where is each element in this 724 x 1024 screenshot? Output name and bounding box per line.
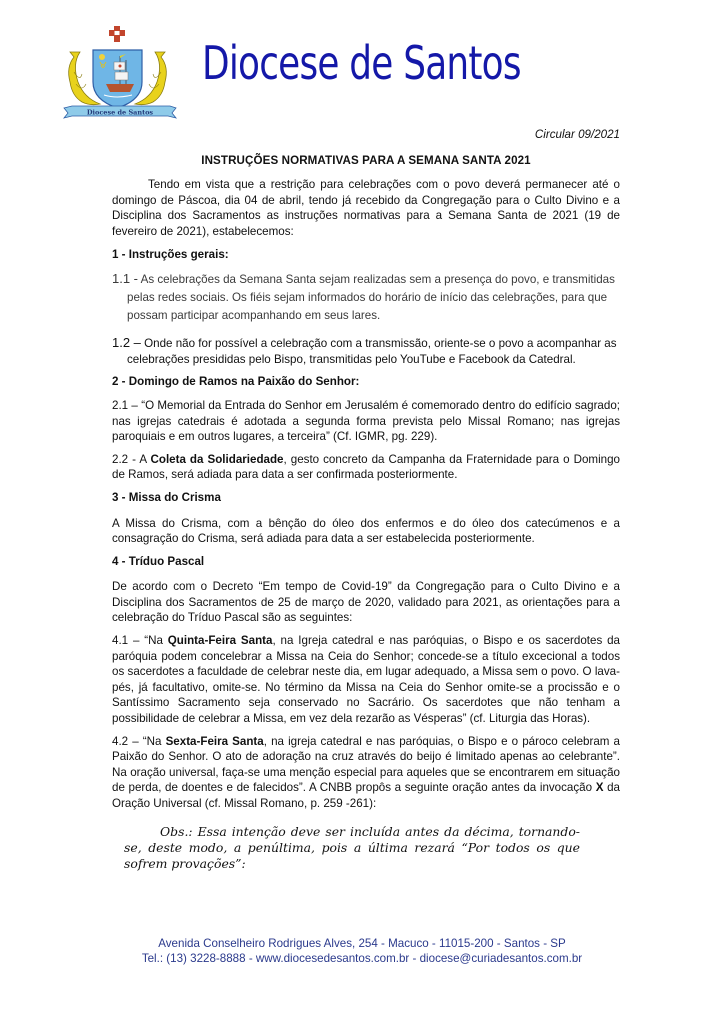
item-1-1 — [112, 270, 620, 325]
section-4-heading: 4 - Tríduo Pascal — [112, 554, 205, 568]
section-4-intro: De acordo com o Decreto “Em tempo de Covid-19” da Congregação para o Culto Divino e a Disciplina dos Sacramentos de 25 de março de 2020, validado para 2021, as orientações para a celebração do Tríduo Pascal são as seguintes: — [112, 580, 620, 625]
footer-separator: - — [409, 952, 420, 965]
sexta-feira-santa-bold: Sexta-Feira Santa — [165, 734, 264, 748]
diocese-coat-of-arms-logo — [60, 12, 180, 122]
item-2-2-prefix: 2.2 - A — [112, 452, 151, 466]
document-body — [112, 127, 620, 872]
coleta-solidariedade-bold: Coleta da Solidariedade — [150, 452, 284, 466]
logo-ribbon-text: Diocese de Santos — [86, 108, 154, 117]
item-2-2 — [112, 452, 620, 483]
item-4-1-prefix: 4.1 – “Na — [112, 634, 168, 648]
item-4-1-text: , na Igreja catedral e nas paróquias, o Bispo e os sacerdotes da paróquia podem concelebrar a Missa na Ceia do Senhor; concede-se a título excecional a todos os sacerdotes a faculdade de celebrar neste dia, em lugar adequado, a Missa sem o povo. O lava-pés, já facultativo, omite-se. No término da Missa na Ceia do Senhor omite-se a procissão e o Santíssimo Sacramento seja conservado no Sacrário. Os sacerdotes que não tenham a possibilidade de celebrar a Missa, em vez dela rezarão as Vésperas” (cf. Liturgia das Horas). — [112, 634, 620, 726]
footer-address: Avenida Conselheiro Rodrigues Alves, 254 - Macuco - 11015-200 - Santos - SP — [158, 937, 566, 950]
item-2-1: 2.1 – “O Memorial da Entrada do Senhor em Jerusalém é comemorado dentro do edifício sagrado; nas igrejas catedrais é adotada a segunda forma prevista pelo Missal Romano; nas igrejas paroquiais e em outros lugares, a terceira” (Cf. IGMR, pg. 229). — [112, 398, 620, 444]
item-4-2-prefix: 4.2 – “Na — [112, 734, 166, 748]
quinta-feira-santa-bold: Quinta-Feira Santa — [167, 634, 273, 648]
section-3-paragraph: A Missa do Crisma, com a bênção do óleo dos enfermos e do óleo dos catecúmenos e a consagração do Crisma, será adiada para data a ser estabelecida posteriormente. — [112, 516, 620, 546]
footer-phone: Tel.: (13) 3228-8888 — [141, 952, 246, 965]
document-title: INSTRUÇÕES NORMATIVAS PARA A SEMANA SANTA 2021 — [201, 153, 531, 167]
invocation-x-bold: X — [595, 781, 604, 795]
diocese-brand-title: Diocese de Santos — [202, 36, 521, 90]
footer-contacts — [0, 951, 724, 966]
footer-website-link[interactable]: www.diocesedesantos.com.br — [255, 952, 410, 965]
item-4-1 — [112, 633, 620, 727]
item-2-2-text: , gesto concreto da Campanha da Fraternidade para o Domingo de Ramos, será adiada para data a ser confirmada posteriormente. — [112, 452, 620, 482]
section-2-heading: 2 - Domingo de Ramos na Paixão do Senhor: — [112, 375, 360, 389]
item-4-2-suffix: da Oração Universal (cf. Missal Romano, p. 259 -261): — [112, 781, 620, 810]
item-4-2-text: , na igreja catedral e nas paróquias, o Bispo e o pároco celebram a Paixão do Senhor. O ato de adoração na cruz através do beijo é limitado apenas ao celebrante”. Na oração universal, faça-se uma menção especial para aqueles que se encontrarem em situação de perda, de doentes e de falecidos”. A CNBB propôs a seguinte oração antes da invocação — [112, 734, 620, 795]
item-1-2-text: Onde não for possível a celebração com a transmissão, oriente-se o povo a acompanhar as celebrações presididas pelo Bispo, transmitidas pelo YouTube e Facebook da Catedral. — [127, 337, 617, 366]
footer-email-link[interactable]: diocese@curiadesantos.com.br — [419, 952, 583, 965]
circular-number: Circular 09/2021 — [534, 128, 620, 141]
item-4-2 — [112, 734, 620, 812]
footer-separator: - — [245, 952, 256, 965]
observation-text: Obs.: Essa intenção deve ser incluída antes da décima, tornando-se, deste modo, a penúltima, pois a última rezará “Por todos os que sofrem provações”: — [124, 823, 580, 871]
intro-paragraph: Tendo em vista que a restrição para celebrações com o povo deverá permanecer até o domingo de Páscoa, dia 04 de abril, tendo já recebido da Congregação para o Culto Divino e a Disciplina dos Sacramentos as instruções normativas para a Semana Santa de 2021 (19 de fevereiro de 2021), estabelecemos: — [112, 178, 620, 238]
item-1-1-number: 1.1 - — [112, 271, 139, 287]
section-3-heading: 3 - Missa do Crisma — [112, 490, 221, 504]
item-1-1-text: As celebrações da Semana Santa sejam realizadas sem a presença do povo, e transmitidas pelas redes sociais. Os fiéis sejam informados do horário de início das celebrações, para que possam participar acompanhando em seus lares. — [127, 273, 615, 323]
section-1-heading: 1 - Instruções gerais: — [112, 247, 229, 261]
item-1-2 — [112, 335, 620, 367]
item-1-2-number: 1.2 – — [112, 335, 141, 351]
observation-note — [124, 824, 580, 872]
letter-footer — [0, 936, 724, 966]
letterhead — [60, 12, 680, 122]
